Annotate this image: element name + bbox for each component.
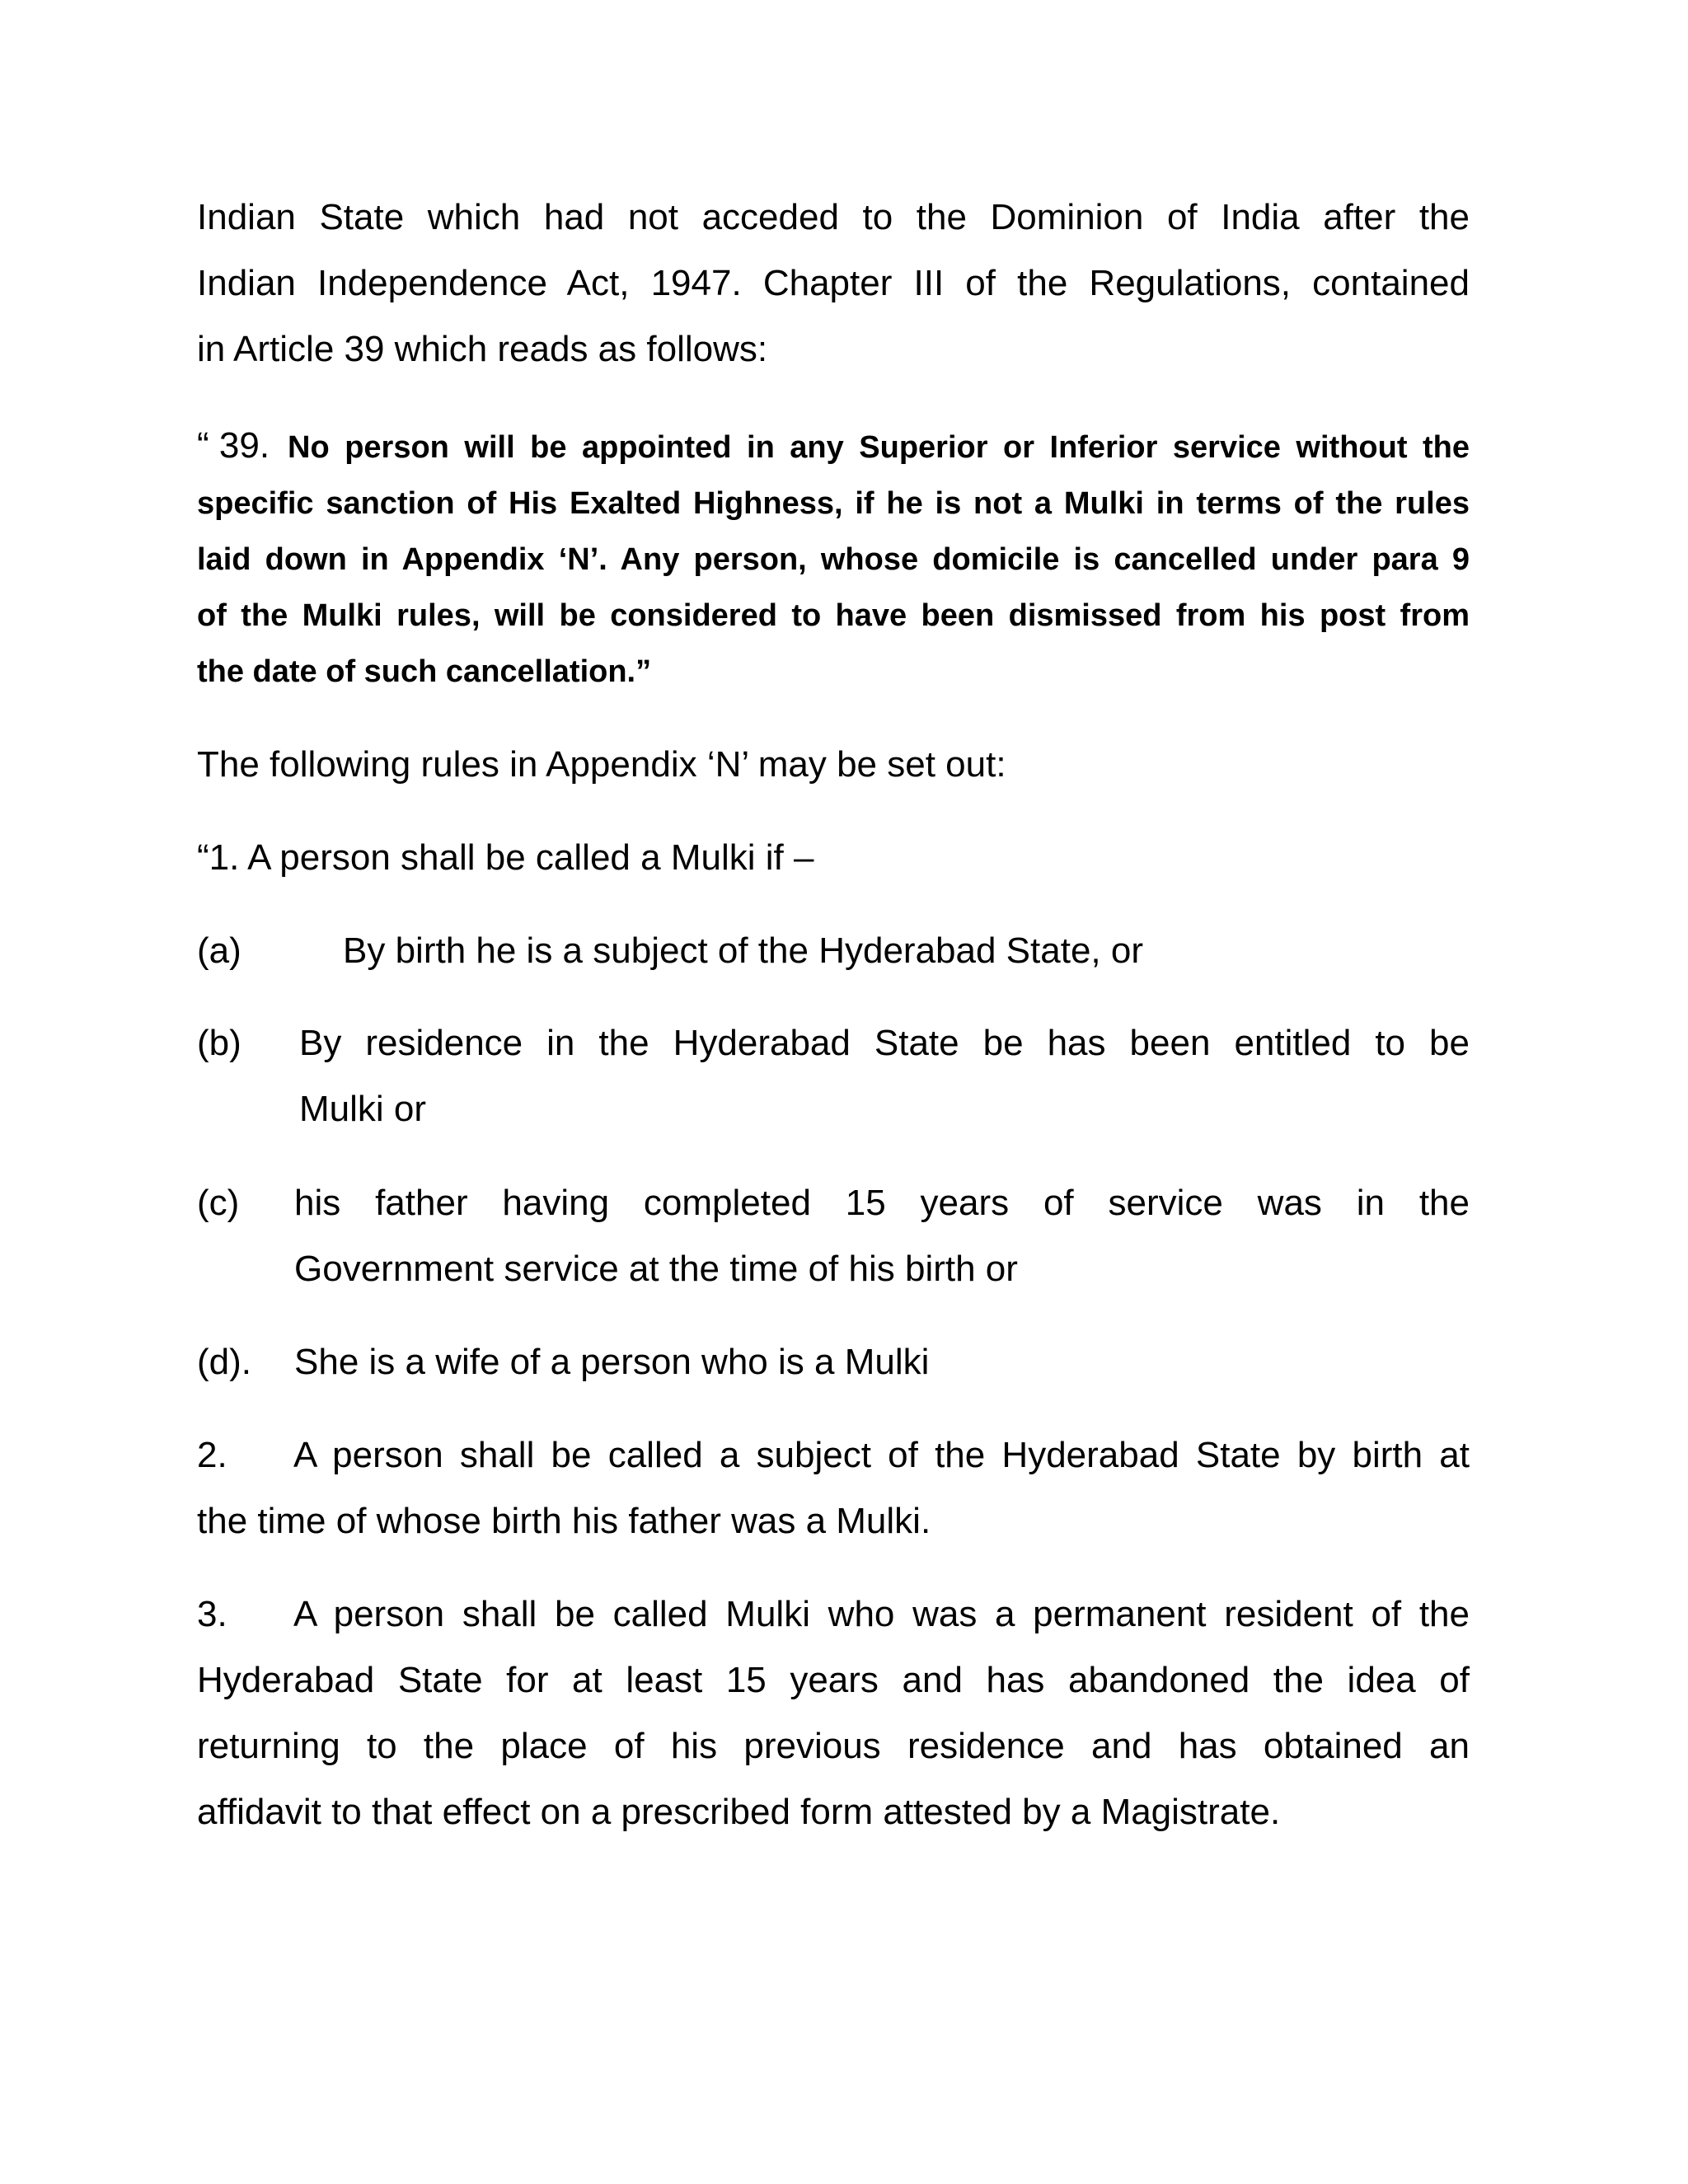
article-39-number: “ 39.	[197, 425, 270, 466]
clause-c-line-1: his father having completed 15 years of service was in the	[294, 1183, 1470, 1223]
clause-b-line-2: Mulki or	[299, 1089, 427, 1129]
clause-b-content	[299, 1010, 1470, 1142]
rule-3-line-1	[197, 1582, 1470, 1647]
rule-3-line-1-text: A person shall be called Mulki who was a permanent resident of the	[293, 1594, 1470, 1634]
clause-b	[197, 1010, 1470, 1142]
clause-a-content	[343, 918, 1470, 984]
clause-b-line-1: By residence in the Hyderabad State be has been entitled to be	[299, 1023, 1470, 1063]
clause-d	[197, 1329, 1470, 1395]
clause-a	[197, 918, 1470, 984]
clause-d-line-1: She is a wife of a person who is a Mulki	[294, 1342, 930, 1382]
clause-d-content	[294, 1329, 1470, 1395]
rule-3-line-4: affidavit to that effect on a prescribed form attested by a Magistrate.	[197, 1792, 1281, 1832]
clause-a-line-1: By birth he is a subject of the Hyderabad State, or	[343, 930, 1143, 971]
rule-2-line-1-text: A person shall be called a subject of the Hyderabad State by birth at	[293, 1435, 1470, 1475]
article-39-line-5: the date of such cancellation.”	[197, 654, 652, 689]
rule-3	[197, 1582, 1470, 1845]
clause-c-content	[294, 1170, 1470, 1302]
article-39-line-3: laid down in Appendix ‘N’. Any person, whose domicile is cancelled under para 9	[197, 542, 1470, 577]
intro-paragraph	[197, 185, 1470, 382]
clause-d-marker: (d).	[197, 1342, 251, 1382]
article-39-line-4: of the Mulki rules, will be considered to have been dismissed from his post from	[197, 598, 1470, 633]
rule-2-line-2: the time of whose birth his father was a Mulki.	[197, 1501, 931, 1541]
clause-c	[197, 1170, 1470, 1302]
article-39-quote	[197, 418, 1470, 700]
article-39-line-1: No person will be appointed in any Superior or Inferior service without the	[288, 430, 1470, 465]
article-39-line-2: specific sanction of His Exalted Highness, if he is not a Mulki in terms of the rules	[197, 486, 1470, 521]
rule-1-heading-text: “1. A person shall be called a Mulki if –	[197, 837, 814, 878]
appendix-intro	[197, 732, 1470, 798]
rule-2-number: 2.	[197, 1435, 227, 1475]
intro-line-2: Indian Independence Act, 1947. Chapter III of the Regulations, contained	[197, 263, 1470, 303]
clause-c-marker: (c)	[197, 1183, 240, 1223]
rule-3-line-3: returning to the place of his previous residence and has obtained an	[197, 1726, 1470, 1766]
rule-3-line-2: Hyderabad State for at least 15 years and has abandoned the idea of	[197, 1660, 1470, 1700]
article-39-first-line	[197, 418, 1470, 476]
rule-3-number: 3.	[197, 1594, 227, 1634]
clause-b-marker: (b)	[197, 1023, 241, 1063]
intro-line-1: Indian State which had not acceded to the Dominion of India after the	[197, 197, 1470, 237]
clause-a-marker: (a)	[197, 930, 241, 971]
clause-c-line-2: Government service at the time of his birth or	[294, 1249, 1018, 1289]
appendix-intro-text: The following rules in Appendix ‘N’ may be set out:	[197, 744, 1006, 785]
rule-2-line-1	[197, 1422, 1470, 1488]
intro-line-3: in Article 39 which reads as follows:	[197, 329, 768, 369]
rule-2	[197, 1422, 1470, 1554]
rule-1-heading	[197, 825, 1470, 891]
